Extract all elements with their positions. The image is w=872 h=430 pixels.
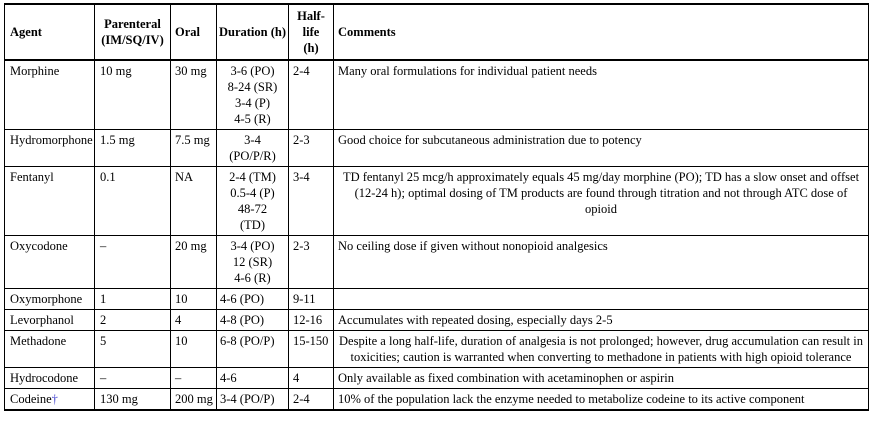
duration-line: 3-4: [244, 133, 261, 147]
col-header-half-life: [289, 4, 334, 60]
comments-cell: TD fentanyl 25 mcg/h approximately equals 45 mg/day morphine (PO); TD has a slow onset and offset (12-24 h); optimal dosing of TM products are found through titration and not through ATC dose of opioid: [334, 167, 869, 236]
parenteral-dose-cell: 5: [95, 331, 171, 368]
agent-cell: [5, 389, 95, 411]
duration-cell: [217, 60, 289, 130]
oral-dose-cell: 200 mg: [171, 389, 217, 411]
duration-cell: [217, 368, 289, 389]
parenteral-dose-cell: –: [95, 236, 171, 289]
agent-cell: [5, 368, 95, 389]
half-life-cell: 12-16: [289, 310, 334, 331]
duration-line: 0.5-4 (P): [230, 186, 275, 200]
col-header-half-life-line3: (h): [303, 41, 319, 55]
duration-line: 3-4 (PO): [230, 239, 275, 253]
duration-line: (TD): [240, 218, 265, 232]
footnote-dagger-marker[interactable]: †: [51, 392, 58, 406]
agent-name: Morphine: [10, 64, 60, 78]
table-row: [5, 310, 869, 331]
duration-line: 3-4 (P): [234, 96, 271, 110]
agent-name: Codeine: [10, 392, 52, 406]
comments-cell: 10% of the population lack the enzyme needed to metabolize codeine to its active component: [334, 389, 869, 411]
duration-line: 12 (SR): [232, 255, 273, 269]
parenteral-dose-cell: 10 mg: [95, 60, 171, 130]
table-row: [5, 130, 869, 167]
duration-line: 4-5 (R): [234, 112, 271, 126]
half-life-cell: 4: [289, 368, 334, 389]
oral-dose-cell: 10: [171, 331, 217, 368]
agent-cell: [5, 310, 95, 331]
parenteral-dose-cell: 130 mg: [95, 389, 171, 411]
oral-dose-cell: NA: [171, 167, 217, 236]
duration-line: 4-6 (R): [234, 271, 271, 285]
table-row: [5, 289, 869, 310]
agent-name: Oxymorphone: [10, 292, 83, 306]
header-row: [5, 4, 869, 60]
agent-cell: [5, 60, 95, 130]
table-row: [5, 60, 869, 130]
agent-cell: [5, 236, 95, 289]
col-header-half-life-line1: Half-: [297, 9, 325, 23]
half-life-cell: 2-3: [289, 236, 334, 289]
agent-cell: [5, 289, 95, 310]
half-life-cell: 15-150: [289, 331, 334, 368]
oral-dose-cell: 20 mg: [171, 236, 217, 289]
duration-cell: [217, 130, 289, 167]
comments-cell: Many oral formulations for individual patient needs: [334, 60, 869, 130]
col-header-oral: Oral: [171, 4, 217, 60]
duration-line: 4-6 (PO): [220, 292, 265, 306]
oral-dose-cell: 7.5 mg: [171, 130, 217, 167]
agent-name: Methadone: [10, 334, 67, 348]
agent-name: Oxycodone: [10, 239, 68, 253]
col-header-duration: Duration (h): [217, 4, 289, 60]
half-life-cell: 2-4: [289, 389, 334, 411]
col-header-parenteral: [95, 4, 171, 60]
comments-cell: Accumulates with repeated dosing, especially days 2-5: [334, 310, 869, 331]
half-life-cell: 9-11: [289, 289, 334, 310]
duration-cell: [217, 167, 289, 236]
agent-cell: [5, 167, 95, 236]
comments-cell: Good choice for subcutaneous administration due to potency: [334, 130, 869, 167]
comments-cell: [334, 289, 869, 310]
duration-line: 4-8 (PO): [220, 313, 265, 327]
comments-cell: Only available as fixed combination with acetaminophen or aspirin: [334, 368, 869, 389]
agent-name: Levorphanol: [10, 313, 74, 327]
col-header-half-life-line2: life: [302, 25, 320, 39]
duration-line: 3-4 (PO/P): [220, 392, 275, 406]
parenteral-dose-cell: 1.5 mg: [95, 130, 171, 167]
duration-line: 6-8 (PO/P): [220, 334, 275, 348]
duration-line: (PO/P/R): [229, 149, 276, 163]
agent-name: Fentanyl: [10, 170, 54, 184]
comments-cell: Despite a long half-life, duration of analgesia is not prolonged; however, drug accumulation can result in toxicities; caution is warranted when converting to methadone in patients with high opioid tolerance: [334, 331, 869, 368]
duration-cell: [217, 389, 289, 411]
half-life-cell: 2-3: [289, 130, 334, 167]
parenteral-dose-cell: –: [95, 368, 171, 389]
table-row: [5, 236, 869, 289]
oral-dose-cell: –: [171, 368, 217, 389]
table-row: [5, 368, 869, 389]
oral-dose-cell: 4: [171, 310, 217, 331]
agent-cell: [5, 130, 95, 167]
parenteral-dose-cell: 2: [95, 310, 171, 331]
duration-cell: [217, 236, 289, 289]
half-life-cell: 2-4: [289, 60, 334, 130]
agent-cell: [5, 331, 95, 368]
duration-line: 48-72: [237, 202, 268, 216]
half-life-cell: 3-4: [289, 167, 334, 236]
duration-line: 2-4 (TM): [229, 170, 276, 184]
table-row: [5, 389, 869, 411]
col-header-parenteral-line1: Parenteral: [104, 17, 161, 31]
duration-line: 3-6 (PO): [230, 64, 275, 78]
agent-name: Hydromorphone: [10, 133, 93, 147]
oral-dose-cell: 30 mg: [171, 60, 217, 130]
comments-cell: No ceiling dose if given without nonopioid analgesics: [334, 236, 869, 289]
table-row: [5, 331, 869, 368]
duration-cell: [217, 289, 289, 310]
oral-dose-cell: 10: [171, 289, 217, 310]
parenteral-dose-cell: 1: [95, 289, 171, 310]
col-header-comments: Comments: [334, 4, 869, 60]
duration-cell: [217, 331, 289, 368]
table-row: [5, 167, 869, 236]
duration-line: 4-6: [220, 371, 237, 385]
col-header-agent: Agent: [5, 4, 95, 60]
parenteral-dose-cell: 0.1: [95, 167, 171, 236]
col-header-parenteral-line2: (IM/SQ/IV): [101, 33, 164, 47]
duration-line: 8-24 (SR): [227, 80, 278, 94]
duration-cell: [217, 310, 289, 331]
agent-name: Hydrocodone: [10, 371, 79, 385]
opioid-equianalgesic-table: [4, 3, 869, 411]
table-body: [5, 60, 869, 410]
